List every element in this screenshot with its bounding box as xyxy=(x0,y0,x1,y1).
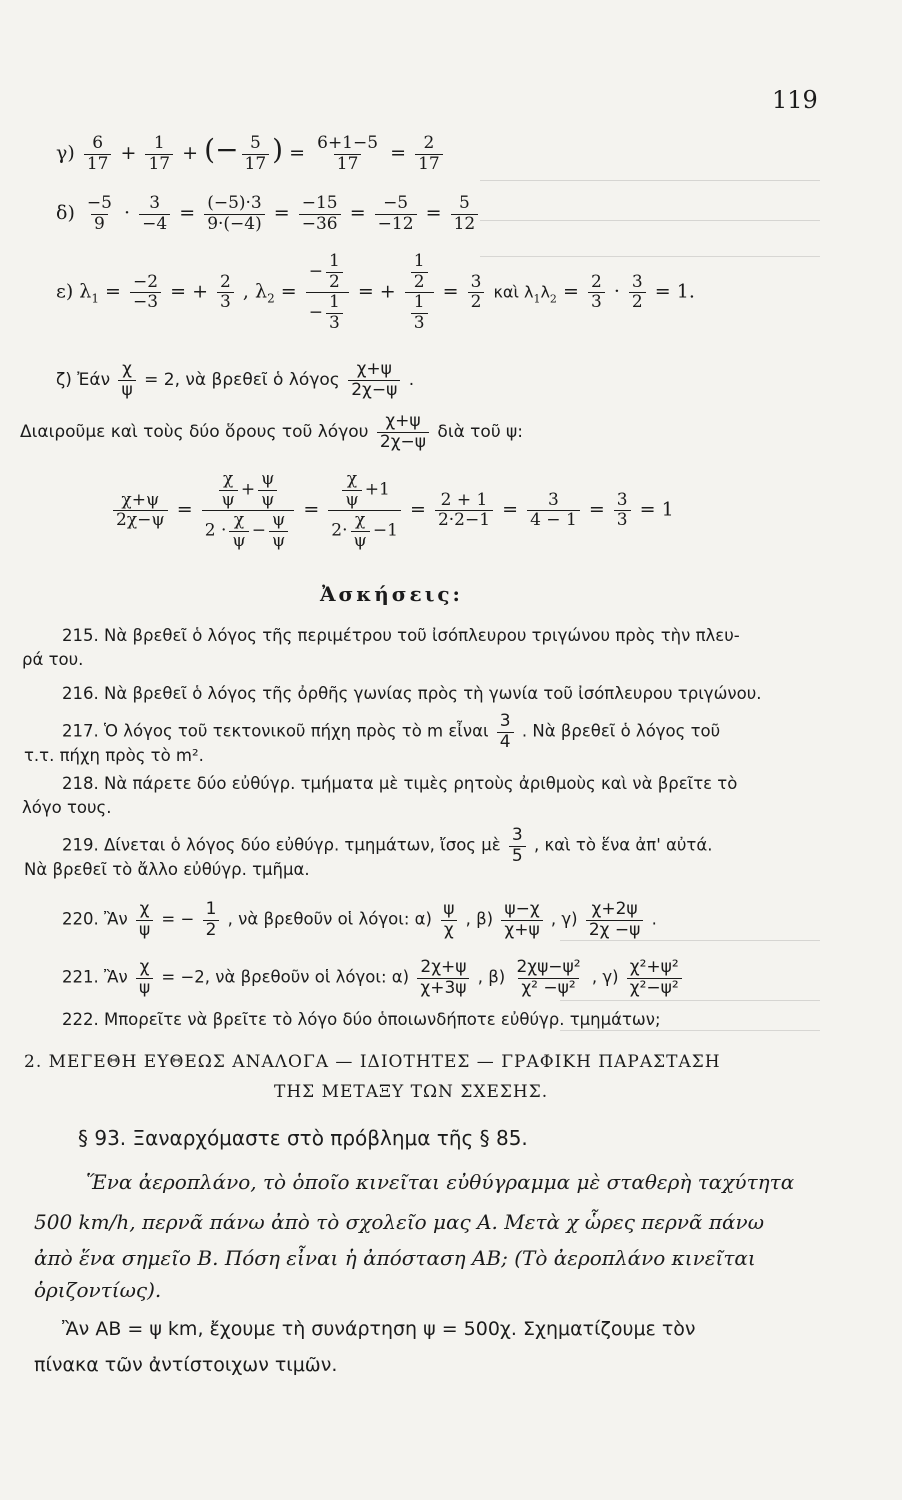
problem-line3: ἀπὸ ἕνα σημεῖο Β. Πόση εἶναι ἡ ἀπόσταση ΑΒ; (Τὸ ἀεροπλάνο κινεῖται xyxy=(34,1246,756,1270)
zeta-frac-1: $\frac{\chi}{\psi}$ xyxy=(118,360,135,400)
gamma-frac-5: $\frac{2}{17}$ xyxy=(415,134,443,174)
example-delta: δ) $\frac{-5}{9}$ · $\frac{3}{-4}$ = $\frac{(-5)\cdot 3}{9\cdot(-4)}$ = $\frac{-15}{-36}$ = $\frac{-5}{-12}$ = $\frac{5}{12}$ xyxy=(56,194,481,234)
closing-line1: Ἂν ΑΒ = ψ km, ἔχουμε τὴ συνάρτηση ψ = 500χ. Σχηματίζουμε τὸν xyxy=(62,1318,696,1340)
exercise-220: 220. Ἂν $\frac{\chi}{\psi}$ = − $\frac{1}{2}$ , νὰ βρεθοῦν οἱ λόγοι: α) $\frac{\psi}{\chi}$ , β) $\frac{\psi-\chi}{\chi+\psi}$ , γ) $\frac{\chi+2\psi}{2\chi -\psi}$ . xyxy=(62,899,657,940)
exercise-217: 217. Ὁ λόγος τοῦ τεκτονικοῦ πήχη πρὸς τὸ m εἶναι $\frac{3}{4}$ . Νὰ βρεθεῖ ὁ λόγος τοῦ xyxy=(62,711,721,752)
eps-frac-4: $\frac{2}{3}$ xyxy=(588,273,605,313)
big-frac-3: $\frac{\chi}{\psi}$ +1 2· $\frac{\chi}{\psi}$ −1 xyxy=(328,470,401,551)
zeta-frac-2: $\frac{\chi+\psi}{2\chi-\psi}$ xyxy=(348,360,400,400)
divide-frac: $\frac{\chi+\psi}{2\chi-\psi}$ xyxy=(377,412,429,452)
closing-line2: πίνακα τῶν ἀντίστοιχων τιμῶν. xyxy=(34,1354,338,1376)
exercise-218-line1: 218. Νὰ πάρετε δύο εὐθύγρ. τμήματα μὲ τιμὲς ρητοὺς ἀριθμοὺς καὶ νὰ βρεῖτε τὸ xyxy=(62,774,738,793)
exercise-219-line2: Νὰ βρεθεῖ τὸ ἄλλο εὐθύγρ. τμῆμα. xyxy=(24,860,310,879)
exercise-219: 219. Δίνεται ὁ λόγος δύο εὐθύγρ. τμημάτων, ἴσος μὲ $\frac{3}{5}$ , καὶ τὸ ἕνα ἀπ' αὐτά. xyxy=(62,825,713,866)
e220-frac-c: $\frac{\psi}{\chi}$ xyxy=(440,900,457,940)
problem-line2: 500 km/h, περνᾶ πάνω ἀπὸ τὸ σχολεῖο μας Α. Μετὰ χ ὧρες περνᾶ πάνω xyxy=(34,1210,765,1234)
big-frac-6: $\frac{3}{3}$ xyxy=(614,491,631,531)
eps-frac-3: $\frac{3}{2}$ xyxy=(468,273,485,313)
delta-frac-1: $\frac{-5}{9}$ xyxy=(86,193,112,234)
big-frac-5: $\frac{3}{4 - 1}$ xyxy=(527,491,580,531)
exercise-215-line2: ρά του. xyxy=(22,650,84,669)
exercises-heading: Ἀσκήσεις: xyxy=(320,582,463,606)
exercise-216: 216. Νὰ βρεθεῖ ὁ λόγος τῆς ὀρθῆς γωνίας πρὸς τὴ γωνία τοῦ ἰσόπλευρου τριγώνου. xyxy=(62,684,762,703)
eps-compound-frac-2: $\frac{\frac{1}{2}}{\frac{1}{3}}$ xyxy=(405,252,434,333)
exercise-222: 222. Μπορεῖτε νὰ βρεῖτε τὸ λόγο δύο ὁποιωνδήποτε εὐθύγρ. τμημάτων; xyxy=(62,1010,661,1029)
problem-line1: Ἕνα ἀεροπλάνο, τὸ ὁποῖο κινεῖται εὐθύγραμμα μὲ σταθερὴ ταχύτητα xyxy=(86,1170,795,1194)
e220-frac-d: $\frac{\psi-\chi}{\chi+\psi}$ xyxy=(501,900,542,940)
gamma-frac-2: $\frac{1}{17}$ xyxy=(145,134,173,174)
exercise-217-line2: τ.τ. πήχη πρὸς τὸ m². xyxy=(24,746,204,765)
gamma-frac-3: $\frac{5}{17}$ xyxy=(242,134,270,174)
e221-frac-b: $\frac{2\chi+\psi}{\chi+3\psi}$ xyxy=(417,958,469,998)
gamma-frac-1: $\frac{6}{17}$ xyxy=(84,134,112,174)
e221-frac-d: $\frac{\text{χ²+ψ²}}{\text{χ²−ψ²}}$ xyxy=(627,958,682,998)
big-frac-2: $\frac{\chi}{\psi}$ + $\frac{\psi}{\psi}$ 2 · $\frac{\chi}{\psi}$ − $\frac{\psi}{\psi}$ xyxy=(202,470,295,551)
delta-frac-4: $\frac{-15}{-36}$ xyxy=(299,194,341,234)
example-zeta: ζ) Ἐάν $\frac{\chi}{\psi}$ = 2, νὰ βρεθεῖ ὁ λόγος $\frac{\chi+\psi}{2\chi-\psi}$ . xyxy=(56,359,415,400)
section-title-line1: 2. ΜΕΓΕΘΗ ΕΥΘΕΩΣ ΑΝΑΛΟΓΑ — ΙΔΙΟΤΗΤΕΣ — ΓΡΑΦΙΚΗ ΠΑΡΑΣΤΑΣΗ xyxy=(24,1052,721,1072)
exercise-218-line2: λόγο τους. xyxy=(22,798,112,817)
example-epsilon: ε) $\lambda_1$ = $\frac{-2}{-3}$ = + $\frac{2}{3}$ , $\lambda_2$ = − $\frac{1}{2}$ − $\frac{1}{3}$ = + $\frac{\frac{1}{2}}{\frac{1}{3}}$ = $\frac{3}{2}$ καὶ $\lambda_1\lambda_2$ = $\frac{2}{3}$ · $\frac{3}{2}$ = 1. xyxy=(56,251,695,333)
eps-frac-2: $\frac{2}{3}$ xyxy=(217,273,234,313)
exercise-221: 221. Ἂν $\frac{\chi}{\psi}$ = −2, νὰ βρεθοῦν οἱ λόγοι: α) $\frac{2\chi+\psi}{\chi+3\psi}$ , β) $\frac{\text{2χψ−ψ²}}{\text{χ² −ψ²}}$ , γ) $\frac{\text{χ²+ψ²}}{\text{χ²−ψ²}}$ xyxy=(62,958,685,998)
problem-line4: ὁριζοντίως). xyxy=(34,1278,162,1302)
delta-frac-3: $\frac{(-5)\cdot 3}{9\cdot(-4)}$ xyxy=(204,194,265,234)
big-frac-4: $\frac{2 + 1}{2\cdot 2-1}$ xyxy=(435,491,493,531)
eps-frac-5: $\frac{3}{2}$ xyxy=(629,273,646,313)
delta-frac-5: $\frac{-5}{-12}$ xyxy=(375,194,417,234)
big-frac-lhs: $\frac{\chi+\psi}{2\chi-\psi}$ xyxy=(113,491,168,531)
e220-frac-a: $\frac{\chi}{\psi}$ xyxy=(136,900,153,940)
e221-frac-c: $\frac{\text{2χψ−ψ²}}{\text{χ² −ψ²}}$ xyxy=(516,957,581,998)
eps-compound-frac-1: − $\frac{1}{2}$ − $\frac{1}{3}$ xyxy=(306,252,349,333)
e219-frac: $\frac{3}{5}$ xyxy=(509,826,526,866)
page-number: 119 xyxy=(772,86,818,114)
example-gamma: γ) $\frac{6}{17}$ + $\frac{1}{17}$ + (− $\frac{5}{17}$ ) = $\frac{6+1-5}{17}$ = $\frac{2}{17}$ xyxy=(56,134,446,174)
e220-frac-b: $\frac{1}{2}$ xyxy=(203,900,220,940)
section-title-line2: ΤΗΣ ΜΕΤΑΞΥ ΤΩΝ ΣΧΕΣΗΣ. xyxy=(274,1082,549,1102)
e220-frac-e: $\frac{\chi+2\psi}{2\chi -\psi}$ xyxy=(586,900,644,940)
exercise-215-line1: 215. Νὰ βρεθεῖ ὁ λόγος τῆς περιμέτρου τοῦ ἰσόπλευρου τριγώνου πρὸς τὴν πλευ- xyxy=(62,626,740,645)
divide-line: Διαιροῦμε καὶ τοὺς δύο ὅρους τοῦ λόγου $\frac{\chi+\psi}{2\chi-\psi}$ διὰ τοῦ ψ: xyxy=(20,411,524,452)
e221-frac-a: $\frac{\chi}{\psi}$ xyxy=(136,958,153,998)
delta-frac-6: $\frac{5}{12}$ xyxy=(451,194,479,234)
delta-frac-2: $\frac{3}{-4}$ xyxy=(139,194,170,234)
eps-frac-1: $\frac{-2}{-3}$ xyxy=(130,273,161,313)
big-equation: $\frac{\chi+\psi}{2\chi-\psi}$ = $\frac{\chi}{\psi}$ + $\frac{\psi}{\psi}$ 2 · $\frac{\chi}{\psi}$ − $\frac{\psi}{\psi}$ = $\frac{\chi}{\psi}$ +1 2· $\frac{\chi}{\psi}$ −1 = $\frac{2 + 1}{2\cdot 2-1}$ = $\frac{3}{4 - 1}$ = $\frac{3}{3}$ = 1 xyxy=(110,470,674,551)
gamma-frac-4: $\frac{6+1-5}{17}$ xyxy=(317,133,379,174)
paragraph-93: § 93. Ξαναρχόμαστε στὸ πρόβλημα τῆς § 85. xyxy=(78,1126,528,1150)
gamma-label: γ) xyxy=(56,142,75,165)
e217-frac: $\frac{3}{4}$ xyxy=(497,712,514,752)
